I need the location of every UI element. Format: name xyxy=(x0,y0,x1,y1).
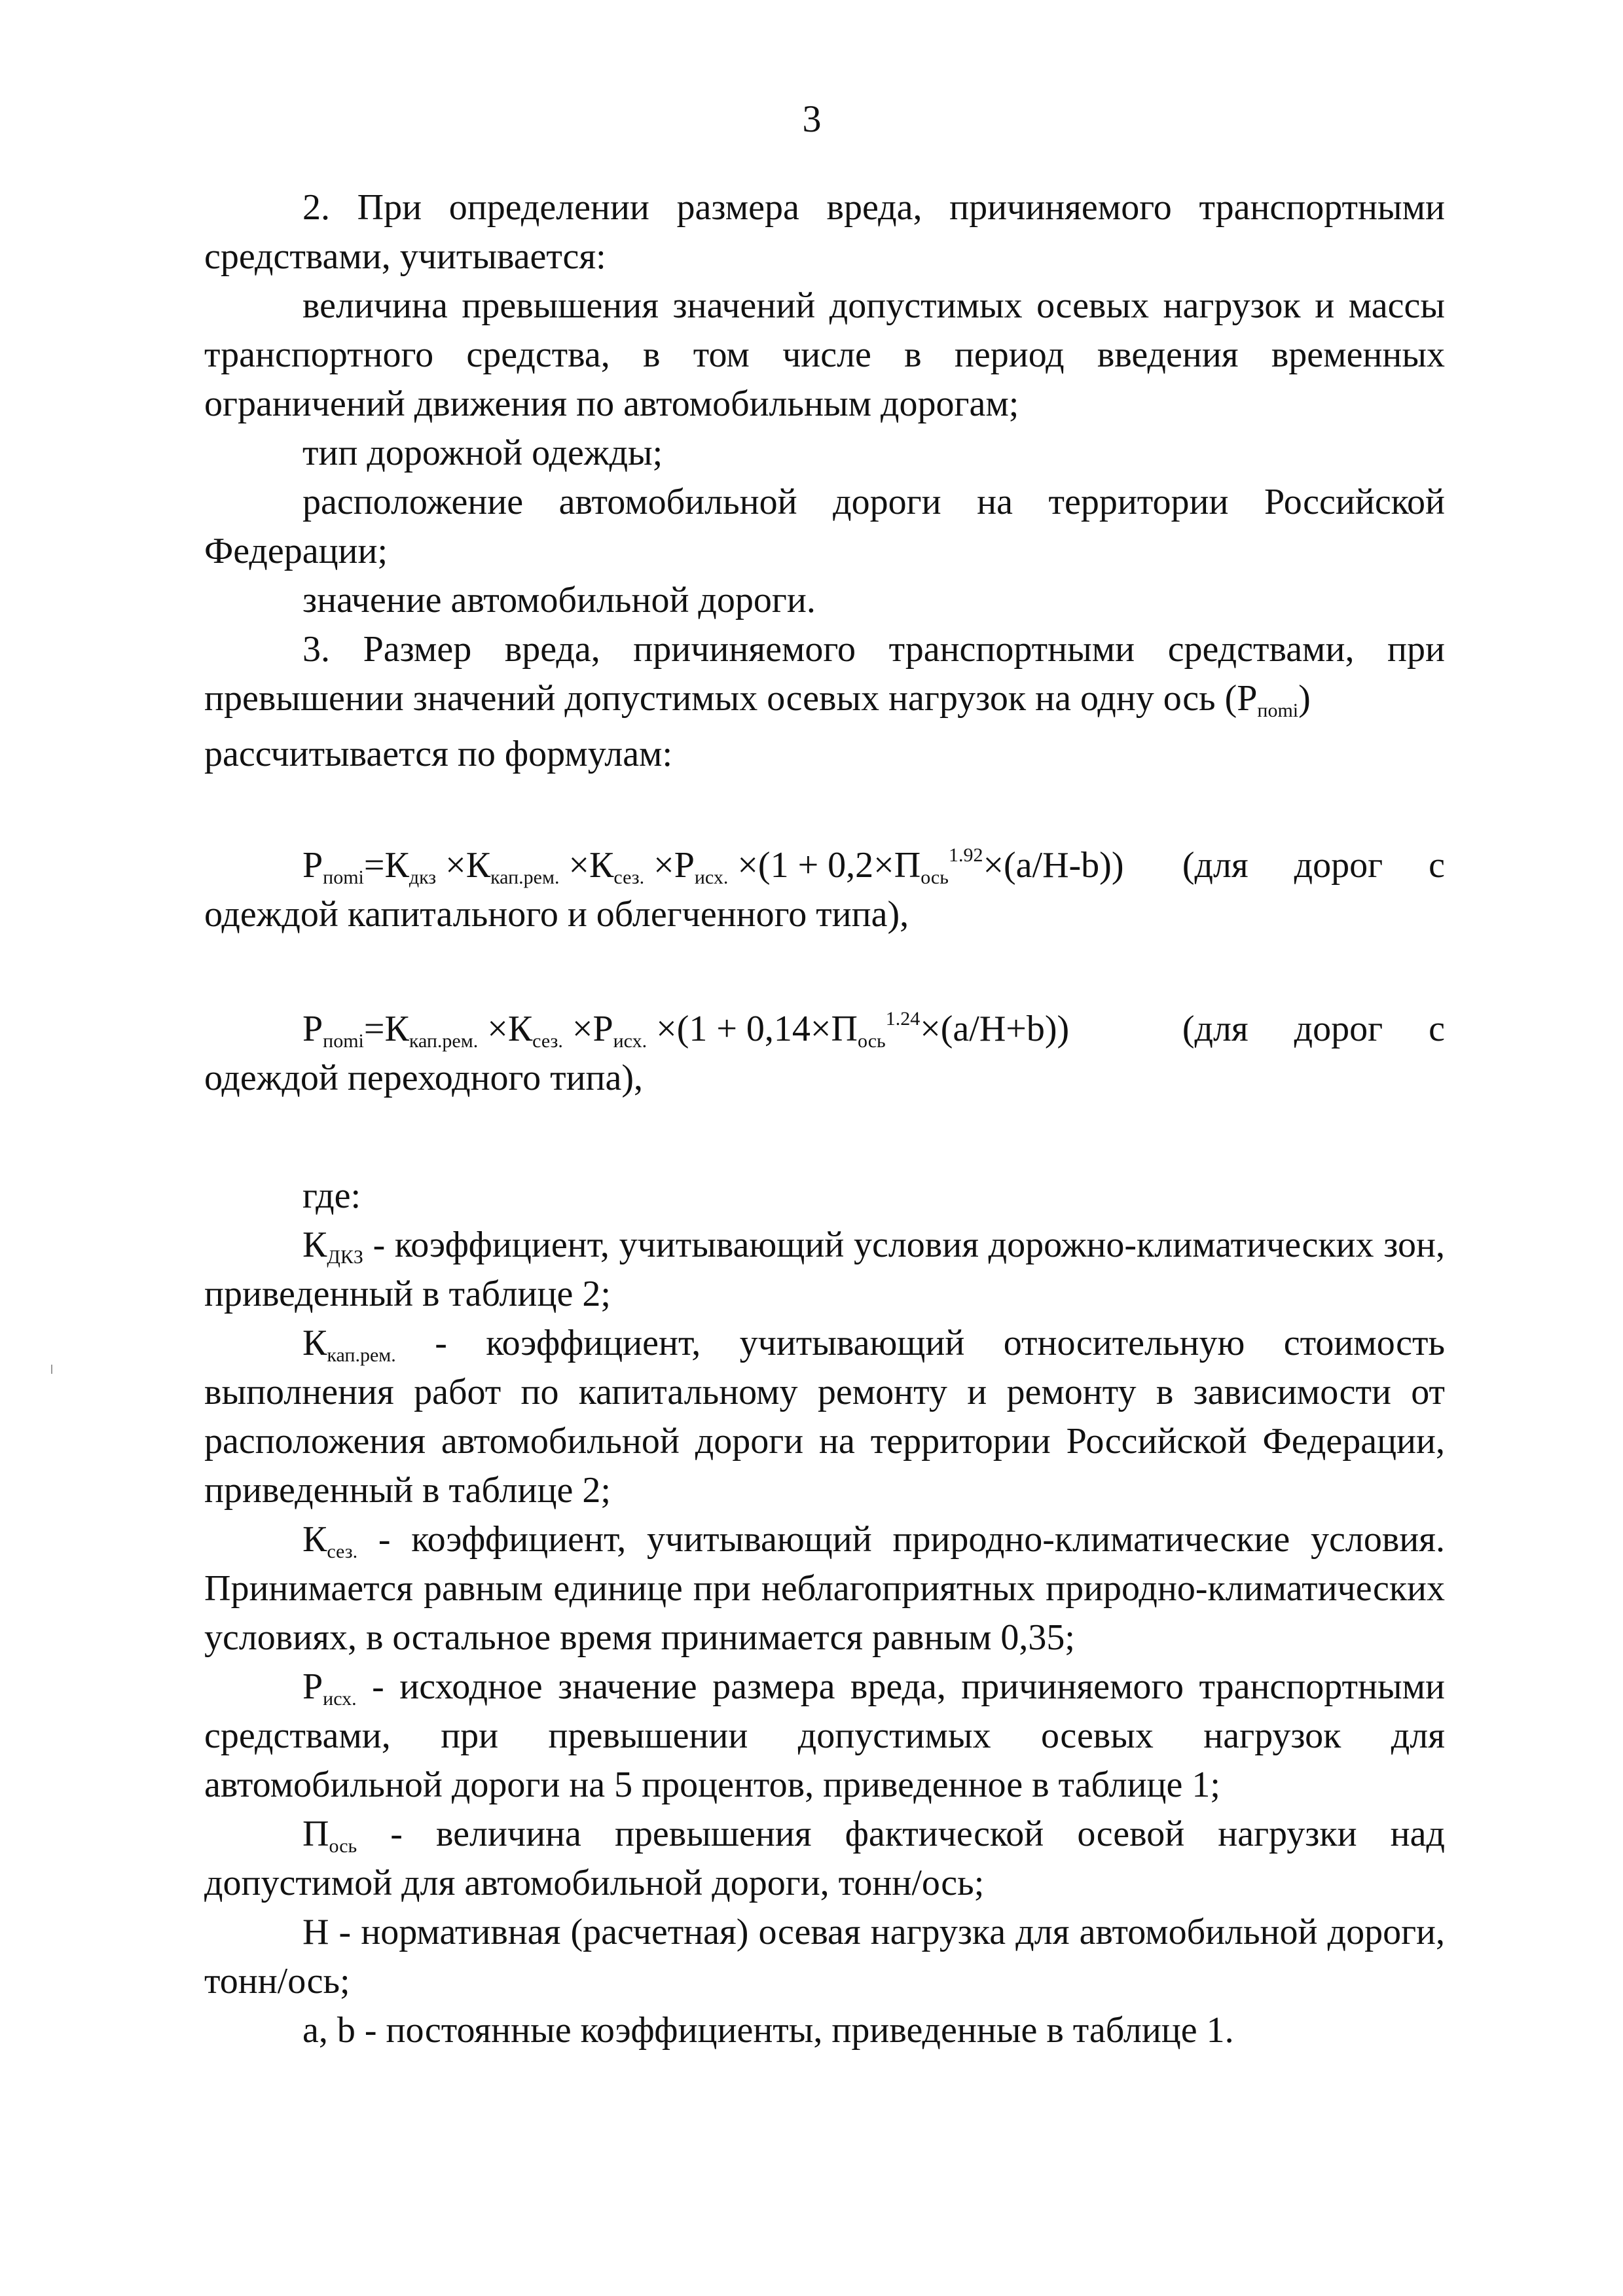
formula-hard-pavement xyxy=(204,841,1445,939)
definition-h: Н - нормативная (расчетная) осевая нагрузка для автомобильной дороги, тонн/ось; xyxy=(204,1912,1445,2001)
formula-2-continuation: одеждой переходного типа), xyxy=(204,1058,644,1098)
definition-k-kap-rem: $К_{кап.рем.}$ - коэффициент, учитывающий относительную стоимость выполнения работ по капитальному ремонту и ремонту в зависимости от расположения автомобильной дороги на территории Российской Федерации, приведенный в таблице 2; xyxy=(204,1323,1445,1511)
formula-2-expression: $Р_{поmi}=К_{кап.рем.} \times К_{сез.} \times Р_{исх.} \times(1 + 0,14\times П_{ось}^{1.24}\times(a/H+b))$ xyxy=(302,1008,1070,1052)
formula-transitional-pavement xyxy=(204,1005,1445,1103)
scan-margin-mark xyxy=(51,1365,52,1374)
symbol-p-pomi: $Р_{поmi}$ xyxy=(1237,678,1299,721)
section-2-item-3: расположение автомобильной дороги на территории Российской Федерации; xyxy=(204,482,1445,571)
section-3-intro: 3. Размер вреда, причиняемого транспортными средствами, при превышении значений допустимых осевых нагрузок на одну ось $(Р_{поmi})$ xyxy=(204,629,1445,721)
formula-1-expression: $Р_{поmi}=К_{дкз} \times К_{кап.рем.} \times К_{сез.} \times Р_{исх.} \times(1 + 0,2\times П_{ось}^{1.92}\times(a/H-b))$ xyxy=(302,844,1124,888)
document-body xyxy=(204,183,1445,2055)
section-2-item-2: тип дорожной одежды; xyxy=(302,433,663,473)
formula-1-continuation: одеждой капитального и облегченного типа), xyxy=(204,894,909,935)
definition-a-b: a, b - постоянные коэффициенты, приведенные в таблице 1. xyxy=(302,2010,1234,2051)
section-3-intro-tail: рассчитывается по формулам: xyxy=(204,734,673,774)
formula-2-note: (для дорог с xyxy=(1182,1009,1445,1049)
definition-k-sez: $К_{сез.}$ - коэффициент, учитывающий природно-климатические условия. Принимается равным единице при неблагоприятных природно-климатических условиях, в остальное время принимается равным 0,35; xyxy=(204,1519,1445,1658)
section-2-item-4: значение автомобильной дороги. xyxy=(302,580,816,620)
definition-p-isx: $Р_{исх.}$ - исходное значение размера вреда, причиняемого транспортными средствами, при превышении допустимых осевых нагрузок для автомобильной дороги на 5 процентов, приведенное в таблице 1; xyxy=(204,1666,1445,1805)
section-2-intro: 2. При определении размера вреда, причиняемого транспортными средствами, учитывается: xyxy=(204,187,1445,277)
definition-k-dkz: $К_{ДКЗ}$ - коэффициент, учитывающий условия дорожно-климатических зон, приведенный в таблице 2; xyxy=(204,1225,1445,1314)
page-number: 3 xyxy=(802,98,822,140)
definitions-where: где: xyxy=(302,1175,361,1216)
formula-1-note: (для дорог с xyxy=(1182,845,1445,886)
definition-p-os: $П_{ось}$ - величина превышения фактической осевой нагрузки над допустимой для автомобильной дороги, тонн/ось; xyxy=(204,1814,1445,1903)
section-2-item-1: величина превышения значений допустимых осевых нагрузок и массы транспортного средства, в том числе в период введения временных ограничений движения по автомобильным дорогам; xyxy=(204,285,1445,424)
